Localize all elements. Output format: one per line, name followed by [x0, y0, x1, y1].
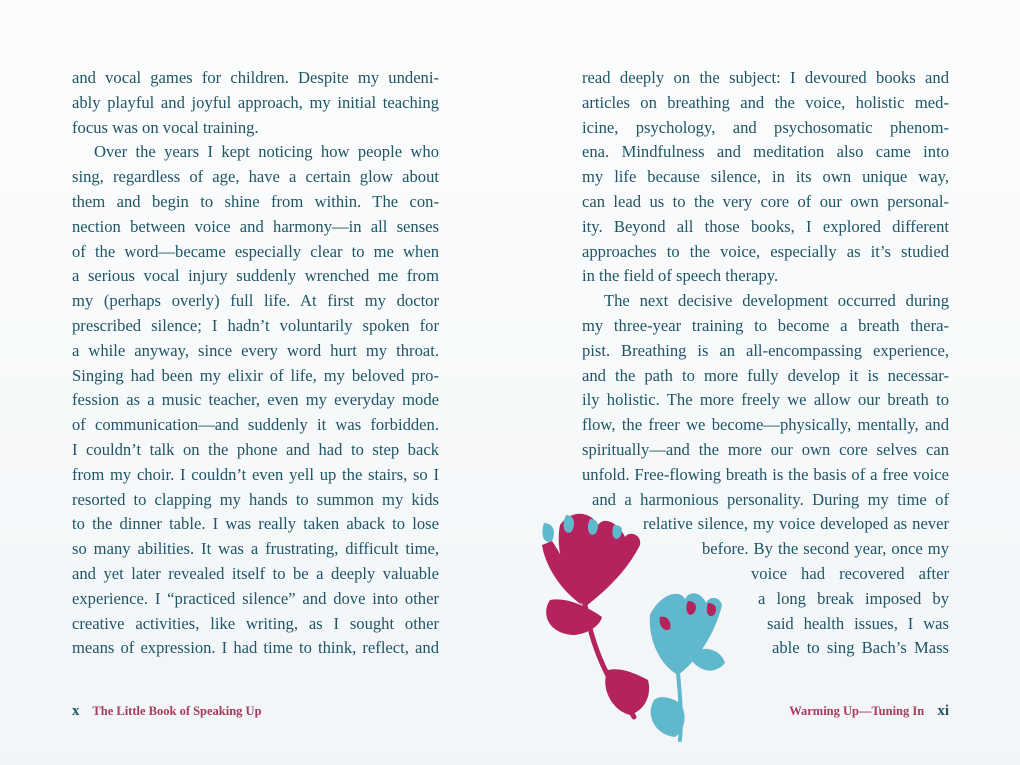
- text-line: to the dinner table. I was really taken aback to lose: [72, 514, 439, 534]
- text-line: voice had recovered after: [751, 563, 949, 583]
- text-line: before. By the second year, once my: [702, 539, 949, 559]
- text-line: read deeply on the subject: I devoured books and: [582, 68, 949, 87]
- text-line: and the path to more fully develop it is necessar-: [582, 365, 949, 385]
- text-line: focus was on vocal training.: [72, 117, 259, 137]
- text-line: nection between voice and harmony—in all senses: [72, 216, 439, 236]
- text-line: my (perhaps overly) full life. At first my doctor: [72, 291, 439, 311]
- text-line: them and begin to shine from within. The con-: [72, 191, 439, 211]
- text-line: resorted to clapping my hands to summon my kids: [72, 489, 439, 509]
- text-line: and a harmonious personality. During my time of: [592, 489, 949, 509]
- text-line: ably playful and joyful approach, my initial teaching: [72, 92, 439, 112]
- text-line: in the field of speech therapy.: [582, 266, 779, 286]
- text-line: ily holistic. The more freely we allow our breath to: [582, 390, 949, 410]
- paragraph-first-line: The next decisive development occurred during: [604, 291, 949, 311]
- text-line: a serious vocal injury suddenly wrenched me from: [72, 266, 439, 286]
- text-line: so many abilities. It was a frustrating, difficult time,: [72, 539, 439, 559]
- left-page-text: [72, 66, 439, 661]
- page-number: x: [72, 703, 80, 719]
- text-line: a while anyway, since every word hurt my throat.: [72, 340, 439, 360]
- text-line: icine, psychology, and psychosomatic phenom-: [582, 117, 949, 137]
- paragraph-first-line: Over the years I kept noticing how people who: [94, 142, 439, 162]
- text-line: my three-year training to become a breath thera-: [582, 315, 949, 335]
- text-line: of the word—became especially clear to me when: [72, 241, 439, 261]
- text-line: I couldn’t talk on the phone and had to step back: [72, 439, 439, 459]
- text-line: approaches to the voice, especially as it’s studied: [582, 241, 949, 261]
- text-line: pist. Breathing is an all-encompassing experience,: [582, 340, 949, 360]
- text-line: flow, the freer we become—physically, mentally, and: [582, 415, 949, 435]
- text-line: relative silence, my voice developed as never: [643, 514, 949, 534]
- text-line: articles on breathing and the voice, holistic med-: [582, 92, 949, 112]
- text-line: ena. Mindfulness and meditation also came into: [582, 142, 949, 162]
- text-line: experience. I “practiced silence” and dove into other: [72, 588, 439, 608]
- text-line: fession as a music teacher, even my everyday mode: [72, 390, 439, 410]
- flower-illustration: [530, 505, 730, 750]
- left-running-foot: [72, 703, 262, 720]
- text-line: sing, regardless of age, have a certain glow about: [72, 167, 439, 187]
- text-line: said health issues, I was: [767, 613, 949, 633]
- text-line: prescribed silence; I hadn’t voluntarily spoken for: [72, 315, 439, 335]
- text-line: Singing had been my elixir of life, my beloved pro-: [72, 365, 439, 385]
- text-line: from my choir. I couldn’t even yell up the stairs, so I: [72, 464, 439, 484]
- text-line: can lead us to the very core of our own personal-: [582, 191, 949, 211]
- text-line: a long break imposed by: [758, 588, 949, 608]
- text-line: and yet later revealed itself to be a deeply valuable: [72, 563, 439, 583]
- text-line: spiritually—and the more our own core selves can: [582, 439, 949, 459]
- text-line: unfold. Free-flowing breath is the basis of a free voice: [582, 464, 949, 484]
- text-line: of communication—and suddenly it was forbidden.: [72, 415, 439, 435]
- right-running-foot: [789, 703, 949, 720]
- book-title: The Little Book of Speaking Up: [92, 704, 262, 718]
- magenta-flower-icon: [542, 514, 649, 717]
- text-line: means of expression. I had time to think, reflect, and: [72, 638, 439, 658]
- text-line: creative activities, like writing, as I sought other: [72, 613, 439, 633]
- text-line: and vocal games for children. Despite my undeni-: [72, 68, 439, 87]
- chapter-title: Warming Up—Tuning In: [789, 704, 925, 718]
- text-line: able to sing Bach’s Mass: [772, 638, 949, 658]
- cyan-flower-icon: [650, 593, 725, 740]
- page-number: xi: [937, 703, 949, 719]
- text-line: my life because silence, in its own unique way,: [582, 167, 949, 187]
- text-line: ity. Beyond all those books, I explored different: [582, 216, 949, 236]
